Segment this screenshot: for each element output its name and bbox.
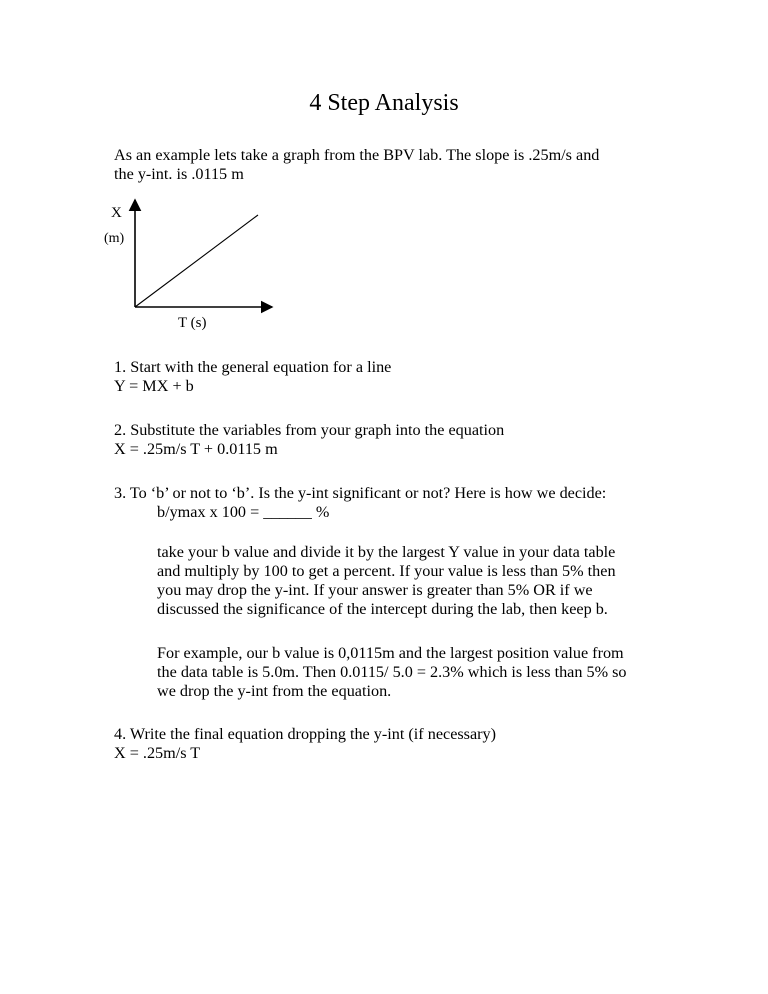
- explanation-line: you may drop the y-int. If your answer is greater than 5% OR if we: [157, 581, 593, 599]
- step-1-equation: Y = MX + b: [114, 377, 194, 395]
- intro-line-2: the y-int. is .0115 m: [114, 165, 244, 183]
- step-3-example: [157, 644, 707, 701]
- step-3-explanation: [157, 543, 707, 619]
- explanation-line: and multiply by 100 to get a percent. If your value is less than 5% then: [157, 562, 616, 580]
- step-4-heading: 4. Write the final equation dropping the y-int (if necessary): [114, 725, 497, 743]
- explanation-line: take your b value and divide it by the largest Y value in your data table: [157, 543, 616, 561]
- y-axis-label-unit: (m): [104, 231, 125, 246]
- step-2: [114, 421, 674, 459]
- page-title: 4 Step Analysis: [309, 90, 459, 116]
- step-4: [114, 725, 674, 763]
- step-3-heading: 3. To ‘b’ or not to ‘b’. Is the y-int significant or not? Here is how we decide:: [114, 484, 607, 502]
- example-line: For example, our b value is 0,0115m and the largest position value from: [157, 644, 624, 662]
- step-4-equation: X = .25m/s T: [114, 744, 201, 762]
- example-line: the data table is 5.0m. Then 0.0115/ 5.0 = 2.3% which is less than 5% so: [157, 663, 627, 681]
- x-axis-label: T (s): [178, 315, 207, 331]
- step-1-heading: 1. Start with the general equation for a line: [114, 358, 392, 376]
- y-axis-label-x: X: [111, 205, 122, 221]
- step-2-heading: 2. Substitute the variables from your graph into the equation: [114, 421, 505, 439]
- intro-paragraph: [114, 146, 674, 184]
- step-3-formula: b/ymax x 100 = ______ %: [157, 503, 330, 521]
- position-time-graph: [100, 195, 290, 340]
- explanation-line: discussed the significance of the intercept during the lab, then keep b.: [157, 600, 608, 618]
- example-line: we drop the y-int from the equation.: [157, 682, 392, 700]
- data-line: [135, 215, 258, 307]
- step-2-equation: X = .25m/s T + 0.0115 m: [114, 440, 278, 458]
- step-1: [114, 358, 674, 396]
- intro-line-1: As an example lets take a graph from the BPV lab. The slope is .25m/s and: [114, 146, 600, 164]
